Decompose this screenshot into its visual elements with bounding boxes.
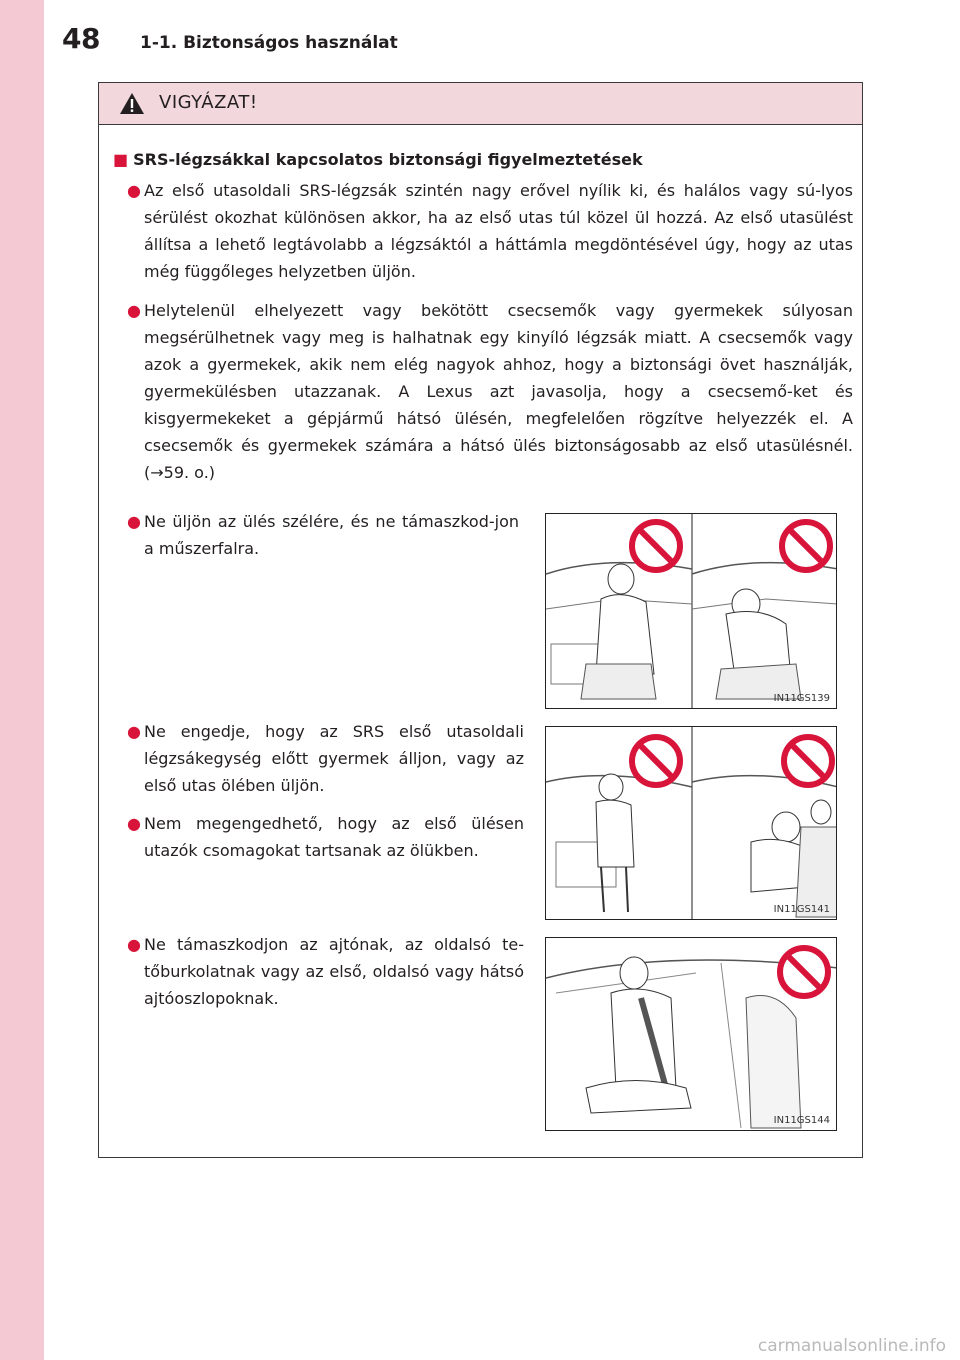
subheading-text: SRS-légzsákkal kapcsolatos biztonsági figyelmeztetések bbox=[133, 150, 643, 169]
bullet-dot-icon: ● bbox=[127, 814, 141, 833]
warning-triangle-icon bbox=[119, 92, 145, 115]
warning-label: VIGYÁZAT! bbox=[159, 92, 258, 113]
bullet-item bbox=[127, 810, 524, 864]
watermark: carmanualsonline.info bbox=[757, 1336, 946, 1356]
bullet-text: Helytelenül elhelyezett vagy bekötött csecsemők vagy gyermekek súlyosan megsérülhetnek vagy meg is halhatnak egy kinyíló légzsák miatt. A csecsemők vagy azok a gyermekek, akik nem elég nagyok ahhoz, hogy a biztonsági övet használják, gyermekülésben utazzanak. A Lexus azt javasolja, hogy a csecsemő-ket és kisgyermekeket a gépjármű hátsó ülésén, megfelelően rögzítve helyezzék el. A csecsemők és gyermekek számára a hátsó ülés biztonságosabb az első utasülésnél. (→59. o.) bbox=[144, 301, 853, 482]
page-number: 48 bbox=[62, 22, 100, 55]
bullet-text: Ne üljön az ülés szélére, és ne támaszkod-jon a műszerfalra. bbox=[144, 512, 519, 558]
bullet-dot-icon: ● bbox=[127, 722, 141, 741]
bullet-dot-icon: ● bbox=[127, 301, 141, 320]
bullet-dot-icon: ● bbox=[127, 935, 141, 954]
bullet-item bbox=[127, 297, 853, 486]
bullet-text: Ne engedje, hogy az SRS első utasoldali légzsákegység előtt gyermek álljon, vagy az első utas ölében üljön. bbox=[144, 722, 524, 795]
illustration-drawing bbox=[546, 727, 837, 920]
bullet-text: Nem megengedhető, hogy az első ülésen utazók csomagokat tartsanak az ölükben. bbox=[144, 814, 524, 860]
section-title: 1-1. Biztonságos használat bbox=[140, 33, 398, 53]
warning-header bbox=[99, 83, 862, 125]
warning-box bbox=[98, 82, 863, 1158]
square-bullet-icon: ■ bbox=[113, 150, 129, 169]
illustration-drawing bbox=[546, 514, 837, 709]
illustration-leaning-on-door bbox=[545, 937, 837, 1131]
illustration-code: IN11GS144 bbox=[773, 1115, 830, 1126]
bullet-item bbox=[127, 508, 519, 562]
bullet-text: Ne támaszkodjon az ajtónak, az oldalsó te-tőburkolatnak vagy az első, oldalsó vagy hátsó ajtóoszlopoknak. bbox=[144, 935, 524, 1008]
bullet-dot-icon: ● bbox=[127, 181, 141, 200]
bullet-text: Az első utasoldali SRS-légzsák szintén nagy erővel nyílik ki, és halálos vagy sú-lyos sérülést okozhat különösen akkor, ha az első utas túl közel ül hozzá. Az első utasülést állítsa a lehető legtávolabb a légzsáktól a háttámla megdöntésével úgy, hogy az utas még függőleges helyzetben üljön. bbox=[144, 181, 853, 281]
illustration-sitting-on-seat-edge bbox=[545, 513, 837, 709]
illustration-code: IN11GS139 bbox=[773, 693, 830, 704]
illustration-child-near-airbag bbox=[545, 726, 837, 920]
warning-subheading bbox=[113, 150, 643, 169]
bullet-item bbox=[127, 931, 524, 1012]
bullet-item bbox=[127, 177, 853, 285]
side-color-strip bbox=[0, 0, 44, 1360]
bullet-dot-icon: ● bbox=[127, 512, 141, 531]
illustration-code: IN11GS141 bbox=[773, 904, 830, 915]
illustration-drawing bbox=[546, 938, 837, 1131]
bullet-item bbox=[127, 718, 524, 799]
